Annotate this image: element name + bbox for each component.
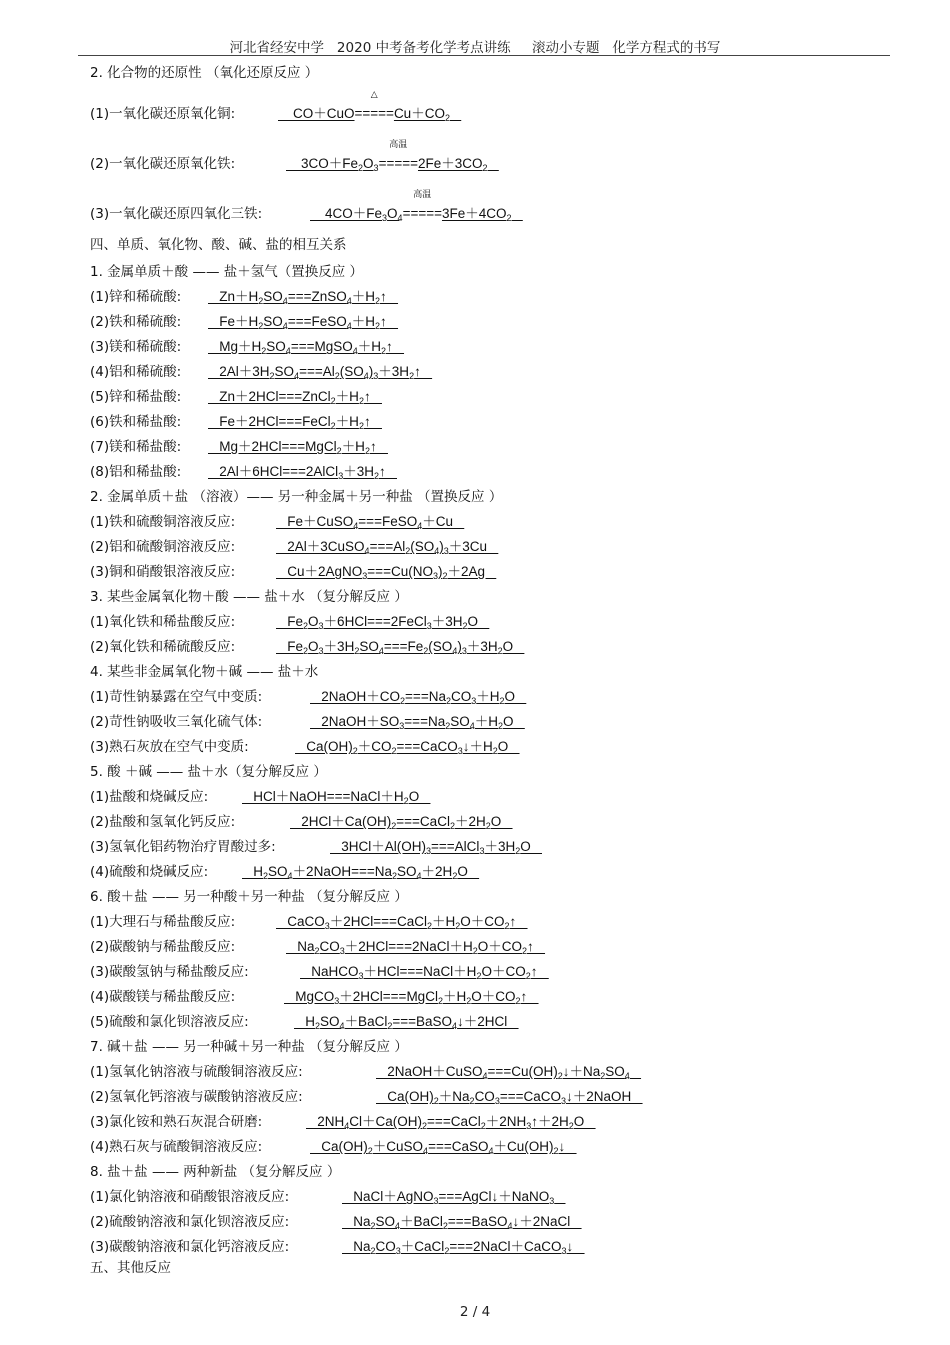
item-label: (3)碳酸钠溶液和氯化钙溶液反应: [90, 1239, 290, 1255]
reaction-condition: 高温 ===== [402, 190, 442, 221]
equation-answer: $Ca(OH)_2+Na_2CO_3===CaCO_3↓+2NaOH$ [376, 1089, 643, 1106]
item-label: (1)氯化钠溶液和硝酸银溶液反应: [90, 1189, 290, 1205]
equation-answer: $Cu+2AgNO_3===Cu(NO_3)_2+2Ag$ [276, 564, 497, 581]
reaction-condition: 高温 ===== [378, 140, 418, 171]
equation-answer: $2NaOH+CuSO_4===Cu(OH)_2↓+Na_2SO_4$ [376, 1064, 630, 1081]
item-label: (8)铝和稀盐酸: [90, 464, 182, 480]
equation-answer: $Fe_2O_3+6HCl===2FeCl_3+3H_2O$ [276, 614, 490, 631]
equation-answer: CO＋CuO △ $=====Cu+CO_2$ [278, 90, 450, 123]
equation-answer: $2Al+3H_2SO_4===Al_2(SO_4)_3+3H_2↑$ [208, 364, 433, 381]
item-label: (1)大理石与稀盐酸反应: [90, 914, 236, 930]
item-label: (3)铜和硝酸银溶液反应: [90, 564, 236, 580]
equation-item [90, 811, 890, 833]
group-title-g3: 3. 某些金属氧化物＋酸 —— 盐＋水 （复分解反应 ） [90, 589, 408, 605]
group-title-g2: 2. 金属单质＋盐 （溶液）—— 另一种金属＋另一种盐 （置换反应 ） [90, 489, 503, 505]
equation-item [90, 286, 890, 308]
equation-item [90, 636, 890, 658]
item-label: (2)铝和硫酸铜溶液反应: [90, 539, 236, 555]
section-title-reduction: 2. 化合物的还原性 （氧化还原反应 ） [90, 65, 319, 81]
equation-item [90, 311, 890, 333]
item-label: (2)氧化铁和稀硫酸反应: [90, 639, 236, 655]
header-rule [78, 55, 890, 56]
equation-answer: $3HCl+Al(OH)_3===AlCl_3+3H_2O$ [330, 839, 542, 856]
equation-answer: $Na_2CO_3+2HCl===2NaCl+H_2O+CO_2↑$ [286, 939, 546, 956]
item-label: (1)苛性钠暴露在空气中变质: [90, 689, 263, 705]
equation-answer: $Fe+2HCl===FeCl_2+H_2↑$ [208, 414, 382, 431]
equation-item [90, 536, 890, 558]
equation-answer: $Zn+2HCl===ZnCl_2+H_2↑$ [208, 389, 382, 406]
reduction-item [90, 140, 890, 175]
equation-item [90, 411, 890, 433]
group-title-g5: 5. 酸 ＋碱 —— 盐＋水（复分解反应 ） [90, 764, 327, 780]
item-label: (1)氢氧化钠溶液与硫酸铜溶液反应: [90, 1064, 303, 1080]
equation-item [90, 1061, 890, 1083]
equation-item [90, 786, 890, 808]
equation-answer: $HCl+NaOH===NaCl+H_2O$ [242, 789, 431, 806]
item-label: (3)镁和稀硫酸: [90, 339, 182, 355]
equation-item [90, 561, 890, 583]
equation-item [90, 1086, 890, 1108]
equation-answer: $Mg+H_2SO_4===MgSO_4+H_2↑$ [208, 339, 405, 356]
equation-answer: $Mg+2HCl===MgCl_2+H_2↑$ [208, 439, 388, 456]
equation-item [90, 386, 890, 408]
item-label: (4)碳酸镁与稀盐酸反应: [90, 989, 236, 1005]
equation-item [90, 861, 890, 883]
page-header: 河北省经安中学 2020 中考备考化学考点讲练 滚动小专题 化学方程式的书写 [229, 40, 721, 56]
equation-answer: $Na_2SO_4+BaCl_2===BaSO_4↓+2NaCl$ [342, 1214, 582, 1231]
group-title-g6: 6. 酸＋盐 —— 另一种酸＋另一种盐 （复分解反应 ） [90, 889, 408, 905]
equation-item [90, 711, 890, 733]
equation-answer: $Zn+H_2SO_4===ZnSO_4+H_2↑$ [208, 289, 399, 306]
chapter-title-other: 五、其他反应 [90, 1260, 171, 1276]
group-title-g1: 1. 金属单质＋酸 —— 盐＋氢气（置换反应 ） [90, 264, 364, 280]
equation-answer: $Ca(OH)_2+CO_2===CaCO_3↓+H_2O$ [295, 739, 520, 756]
equation-item [90, 336, 890, 358]
equation-item [90, 1211, 890, 1233]
equation-answer: $4CO+Fe_3O_4$ 高温 $=====3Fe+4CO_2$ [310, 190, 512, 223]
equation-item [90, 986, 890, 1008]
group-title-g8: 8. 盐＋盐 —— 两种新盐 （复分解反应 ） [90, 1164, 341, 1180]
item-label: (1)锌和稀硫酸: [90, 289, 182, 305]
item-label: (3)碳酸氢钠与稀盐酸反应: [90, 964, 249, 980]
equation-answer: $2NaOH+CO_2===Na_2CO_3+H_2O$ [310, 689, 527, 706]
equation-answer: $NaHCO_3+HCl===NaCl+H_2O+CO_2↑$ [300, 964, 549, 981]
item-label: (3)熟石灰放在空气中变质: [90, 739, 249, 755]
equation-answer: $2NaOH+SO_3===Na_2SO_4+H_2O$ [310, 714, 525, 731]
equation-answer: $H_2SO_4+2NaOH===Na_2SO_4+2H_2O$ [242, 864, 480, 881]
item-label: (4)熟石灰与硫酸铜溶液反应: [90, 1139, 263, 1155]
equation-item [90, 1111, 890, 1133]
page-number: 2 / 4 [459, 1304, 491, 1320]
equation-item [90, 936, 890, 958]
equation-answer: $2Al+3CuSO_4===Al_2(SO_4)_3+3Cu$ [276, 539, 499, 556]
equation-item [90, 961, 890, 983]
equation-item [90, 836, 890, 858]
equation-answer: $H_2SO_4+BaCl_2===BaSO_4↓+2HCl$ [294, 1014, 519, 1031]
item-label: (5)锌和稀盐酸: [90, 389, 182, 405]
reduction-item [90, 90, 890, 125]
equation-answer: Fe＋CuSO$_4$===FeSO$_4$＋Cu [276, 514, 465, 531]
equation-answer: $2NH_4Cl+Ca(OH)_2===CaCl_2+2NH_3↑+2H_2O$ [306, 1114, 596, 1131]
equation-answer: $MgCO_3+2HCl===MgCl_2+H_2O+CO_2↑$ [284, 989, 539, 1006]
equation-answer: $Ca(OH)_2+CuSO_4===CaSO_4+Cu(OH)_2↓$ [310, 1139, 577, 1156]
item-label: (2)苛性钠吸收三氧化硫气体: [90, 714, 263, 730]
item-label: (2)铁和稀硫酸: [90, 314, 182, 330]
equation-item [90, 1011, 890, 1033]
equation-answer: $Fe_2O_3+3H_2SO_4===Fe_2(SO_4)_3+3H_2O$ [276, 639, 525, 656]
item-label: (1)铁和硫酸铜溶液反应: [90, 514, 236, 530]
group-title-g7: 7. 碱＋盐 —— 另一种碱＋另一种盐 （复分解反应 ） [90, 1039, 408, 1055]
equation-answer: $Fe+H_2SO_4===FeSO_4+H_2↑$ [208, 314, 399, 331]
equation-answer: $CaCO_3+2HCl===CaCl_2+H_2O+CO_2↑$ [276, 914, 528, 931]
equation-answer: $Na_2CO_3+CaCl_2===2NaCl+CaCO_3↓$ [342, 1239, 585, 1256]
chapter-title-relations: 四、单质、氧化物、酸、碱、盐的相互关系 [90, 237, 347, 253]
item-label: (3)氯化铵和熟石灰混合研磨: [90, 1114, 263, 1130]
item-label: (1)氧化铁和稀盐酸反应: [90, 614, 236, 630]
equation-answer: $2HCl+Ca(OH)_2===CaCl_2+2H_2O$ [290, 814, 513, 831]
equation-item [90, 461, 890, 483]
equation-answer: $2Al+6HCl===2AlCl_3+3H_2↑$ [208, 464, 397, 481]
reduction-item [90, 190, 890, 225]
equation-item [90, 511, 890, 533]
item-label: (3)氢氧化铝药物治疗胃酸过多: [90, 839, 276, 855]
item-label: (5)硫酸和氯化钡溶液反应: [90, 1014, 249, 1030]
equation-answer: NaCl＋AgNO$_3$===AgCl↓＋NaNO$_3$ [342, 1189, 555, 1206]
item-label: (1)盐酸和烧碱反应: [90, 789, 209, 805]
equation-item [90, 1186, 890, 1208]
equation-item [90, 1236, 890, 1258]
item-label: (1)一氧化碳还原氧化铜: [90, 106, 236, 122]
equation-item [90, 436, 890, 458]
equation-item [90, 361, 890, 383]
equation-answer: $3CO+Fe_2O_3$ 高温 $=====2Fe+3CO_2$ [286, 140, 488, 173]
equation-item [90, 1136, 890, 1158]
equation-item [90, 686, 890, 708]
item-label: (7)镁和稀盐酸: [90, 439, 182, 455]
equation-item [90, 911, 890, 933]
item-label: (2)盐酸和氢氧化钙反应: [90, 814, 236, 830]
equation-item [90, 611, 890, 633]
item-label: (4)铝和稀硫酸: [90, 364, 182, 380]
item-label: (6)铁和稀盐酸: [90, 414, 182, 430]
group-title-g4: 4. 某些非金属氧化物＋碱 —— 盐＋水 [90, 664, 319, 680]
item-label: (2)氢氧化钙溶液与碳酸钠溶液反应: [90, 1089, 303, 1105]
item-label: (2)碳酸钠与稀盐酸反应: [90, 939, 236, 955]
item-label: (3)一氧化碳还原四氧化三铁: [90, 206, 263, 222]
item-label: (4)硫酸和烧碱反应: [90, 864, 209, 880]
reaction-condition: △ ===== [354, 90, 394, 121]
equation-item [90, 736, 890, 758]
item-label: (2)一氧化碳还原氧化铁: [90, 156, 236, 172]
item-label: (2)硫酸钠溶液和氯化钡溶液反应: [90, 1214, 290, 1230]
